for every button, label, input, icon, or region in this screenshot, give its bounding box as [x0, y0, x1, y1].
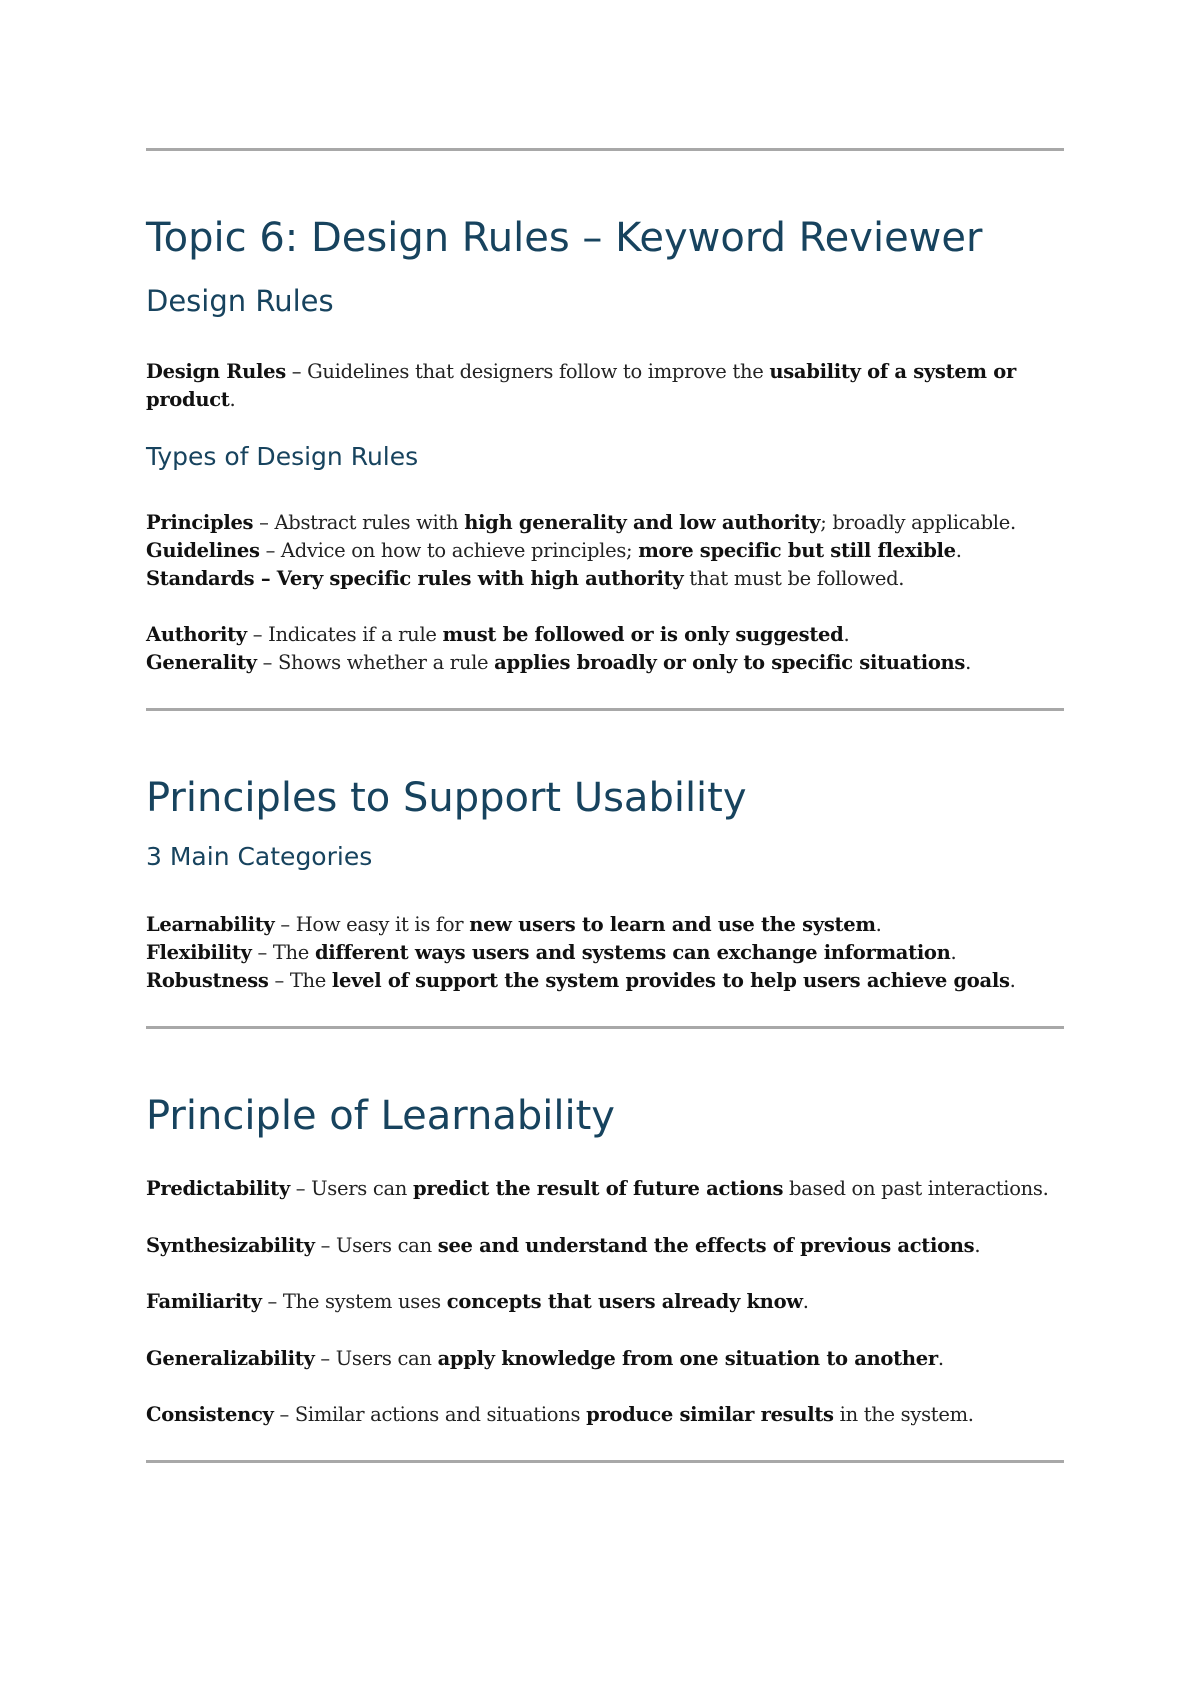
definition-text-end: .: [229, 388, 236, 411]
item-text-end: .: [937, 1347, 944, 1370]
item-emphasis: different ways users and systems can exchange information: [314, 941, 951, 964]
term-separator: –: [253, 511, 275, 534]
term: Principles: [146, 511, 254, 534]
definition-emphasis: usability of a system or product: [146, 360, 1016, 411]
term-separator: –: [314, 1234, 336, 1257]
item-text-end: .: [875, 913, 882, 936]
term-separator: –: [246, 623, 269, 646]
list-item: [146, 967, 1064, 995]
item-text-end: .: [843, 623, 850, 646]
item-text: The: [272, 941, 315, 964]
list-item: [146, 649, 1064, 677]
item-text: Shows whether a rule: [277, 651, 495, 674]
section-heading-principles-to-support-usability: Principles to Support Usability: [146, 775, 747, 821]
item-text: Indicates if a rule: [268, 623, 443, 646]
term-separator: –: [314, 1347, 336, 1370]
item-emphasis: concepts that users already know: [446, 1290, 803, 1313]
item-text: Advice on how to achieve principles;: [280, 539, 639, 562]
list-item: [146, 537, 1064, 565]
term-separator: –: [259, 539, 281, 562]
term-separator: –: [285, 360, 308, 383]
horizontal-rule: [146, 1026, 1064, 1029]
term: Design Rules: [146, 360, 286, 383]
term-separator: –: [273, 1403, 295, 1426]
term-separator: –: [289, 1177, 312, 1200]
term: Generalizability: [146, 1347, 315, 1370]
item-text: Users can: [335, 1234, 438, 1257]
list-item: [146, 565, 1064, 593]
list-item: [146, 939, 1064, 967]
term-separator: –: [261, 1290, 283, 1313]
horizontal-rule: [146, 708, 1064, 711]
horizontal-rule: [146, 148, 1064, 151]
item-text: The: [289, 969, 332, 992]
item-text-end: in the system.: [833, 1403, 974, 1426]
list-item: [146, 1232, 1064, 1260]
item-text-end: .: [950, 941, 957, 964]
term-separator: –: [256, 651, 278, 674]
item-emphasis: more specific but still flexible: [638, 539, 956, 562]
definition-text: Guidelines that designers follow to improve the: [307, 360, 770, 383]
item-emphasis: produce similar results: [586, 1403, 834, 1426]
item-text: Abstract rules with: [274, 511, 465, 534]
term-separator: –: [251, 941, 273, 964]
item-emphasis: see and understand the effects of previous actions: [437, 1234, 975, 1257]
term: Robustness: [146, 969, 269, 992]
horizontal-rule: [146, 1460, 1064, 1463]
item-text-end: .: [974, 1234, 981, 1257]
list-item: [146, 1345, 1064, 1373]
document-title: Topic 6: Design Rules – Keyword Reviewer: [146, 215, 983, 261]
term: Predictability: [146, 1177, 290, 1200]
term: Synthesizability: [146, 1234, 315, 1257]
item-text-end: .: [1009, 969, 1016, 992]
item-emphasis: high generality and low authority: [464, 511, 821, 534]
item-text: How easy it is for: [295, 913, 470, 936]
item-text: The system uses: [282, 1290, 447, 1313]
item-text: Users can: [335, 1347, 438, 1370]
term-separator: –: [254, 567, 277, 590]
item-text-end: that must be followed.: [683, 567, 905, 590]
list-item: [146, 509, 1064, 537]
term-separator: –: [274, 913, 296, 936]
item-text-end: .: [965, 651, 971, 674]
item-emphasis: level of support the system provides to help users achieve goals: [331, 969, 1010, 992]
item-text-end: .: [802, 1290, 809, 1313]
item-emphasis: must be followed or is only suggested: [442, 623, 844, 646]
subheading-main-categories: 3 Main Categories: [146, 842, 373, 871]
list-item: [146, 911, 1064, 939]
term: Flexibility: [146, 941, 252, 964]
item-text: Similar actions and situations: [294, 1403, 587, 1426]
item-emphasis: new users to learn and use the system: [469, 913, 876, 936]
item-emphasis: applies broadly or only to specific situations: [494, 651, 966, 674]
section-heading-principle-of-learnability: Principle of Learnability: [146, 1093, 615, 1139]
term: Guidelines: [146, 539, 260, 562]
item-text: Users can: [311, 1177, 413, 1200]
term: Generality: [146, 651, 257, 674]
item-text-end: ; broadly applicable.: [820, 511, 1016, 534]
section-heading-design-rules: Design Rules: [146, 284, 334, 318]
item-emphasis: apply knowledge from one situation to another: [437, 1347, 938, 1370]
term: Learnability: [146, 913, 275, 936]
item-text-end: based on past interactions.: [783, 1177, 1049, 1200]
subheading-types-of-design-rules: Types of Design Rules: [146, 442, 419, 471]
item-emphasis: Very specific rules with high authority: [276, 567, 684, 590]
term: Standards: [146, 567, 255, 590]
definition-design-rules: [146, 358, 1064, 414]
list-item: [146, 621, 1064, 649]
term: Authority: [146, 623, 247, 646]
list-item: [146, 1288, 1064, 1316]
list-item: [146, 1401, 1064, 1429]
term: Consistency: [146, 1403, 274, 1426]
term: Familiarity: [146, 1290, 262, 1313]
item-text-end: .: [955, 539, 962, 562]
item-emphasis: predict the result of future actions: [412, 1177, 784, 1200]
list-item: [146, 1175, 1064, 1203]
term-separator: –: [268, 969, 290, 992]
